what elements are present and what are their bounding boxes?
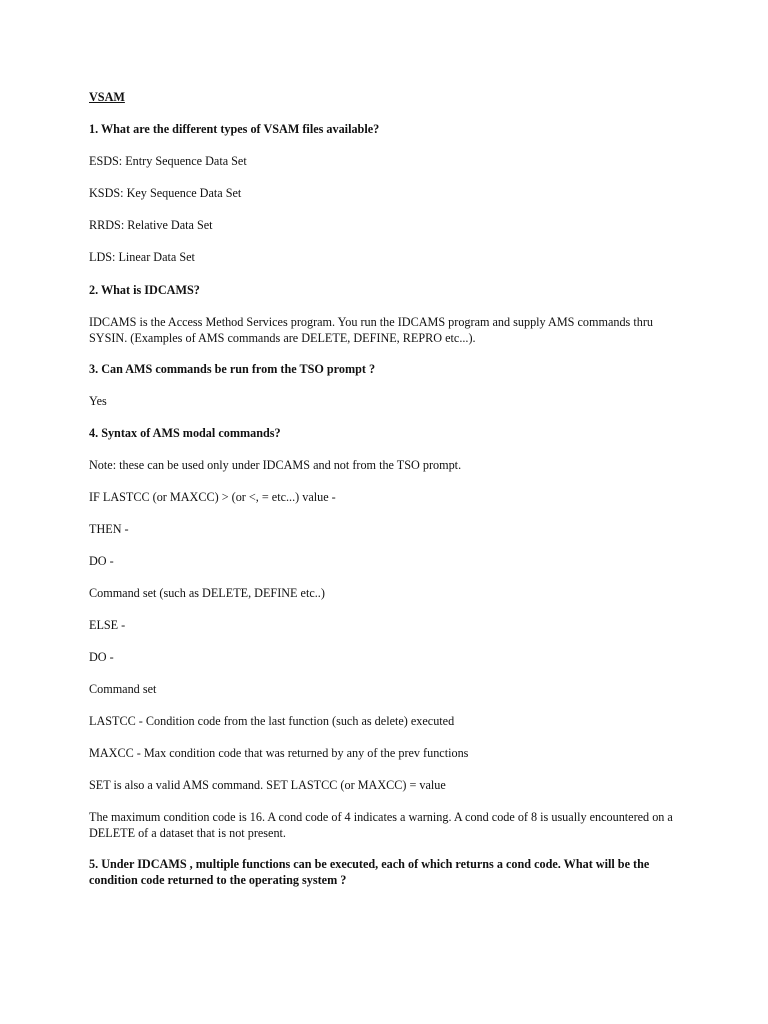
paragraph-else: ELSE - bbox=[89, 618, 126, 632]
question-4: 4. Syntax of AMS modal commands? bbox=[89, 426, 281, 440]
paragraph-yes: Yes bbox=[89, 394, 107, 408]
paragraph-lds: LDS: Linear Data Set bbox=[89, 250, 195, 264]
paragraph-do-1: DO - bbox=[89, 554, 114, 568]
paragraph-command-set-1: Command set (such as DELETE, DEFINE etc..) bbox=[89, 586, 325, 600]
question-5: 5. Under IDCAMS , multiple functions can be executed, each of which returns a cond code. What will be the condition code returned to the operating system ? bbox=[89, 857, 650, 887]
paragraph-ksds: KSDS: Key Sequence Data Set bbox=[89, 186, 242, 200]
paragraph-then: THEN - bbox=[89, 522, 129, 536]
document-title: VSAM bbox=[89, 90, 125, 104]
question-1: 1. What are the different types of VSAM files available? bbox=[89, 122, 380, 136]
question-3: 3. Can AMS commands be run from the TSO prompt ? bbox=[89, 362, 376, 376]
paragraph-max-cond: The maximum condition code is 16. A cond code of 4 indicates a warning. A cond code of 8 is usually encountered on a DELETE of a dataset that is not present. bbox=[89, 810, 673, 840]
paragraph-if: IF LASTCC (or MAXCC) > (or <, = etc...) value - bbox=[89, 490, 336, 504]
paragraph-lastcc: LASTCC - Condition code from the last function (such as delete) executed bbox=[89, 714, 455, 728]
paragraph-note: Note: these can be used only under IDCAMS and not from the TSO prompt. bbox=[89, 458, 462, 472]
paragraph-do-2: DO - bbox=[89, 650, 114, 664]
paragraph-esds: ESDS: Entry Sequence Data Set bbox=[89, 154, 247, 168]
paragraph-maxcc: MAXCC - Max condition code that was returned by any of the prev functions bbox=[89, 746, 469, 760]
paragraph-command-set-2: Command set bbox=[89, 682, 157, 696]
paragraph-rrds: RRDS: Relative Data Set bbox=[89, 218, 213, 232]
question-2: 2. What is IDCAMS? bbox=[89, 283, 200, 297]
paragraph-idcams: IDCAMS is the Access Method Services program. You run the IDCAMS program and supply AMS commands thru SYSIN. (Examples of AMS commands are DELETE, DEFINE, REPRO etc...). bbox=[89, 315, 653, 345]
paragraph-set: SET is also a valid AMS command. SET LASTCC (or MAXCC) = value bbox=[89, 778, 446, 792]
